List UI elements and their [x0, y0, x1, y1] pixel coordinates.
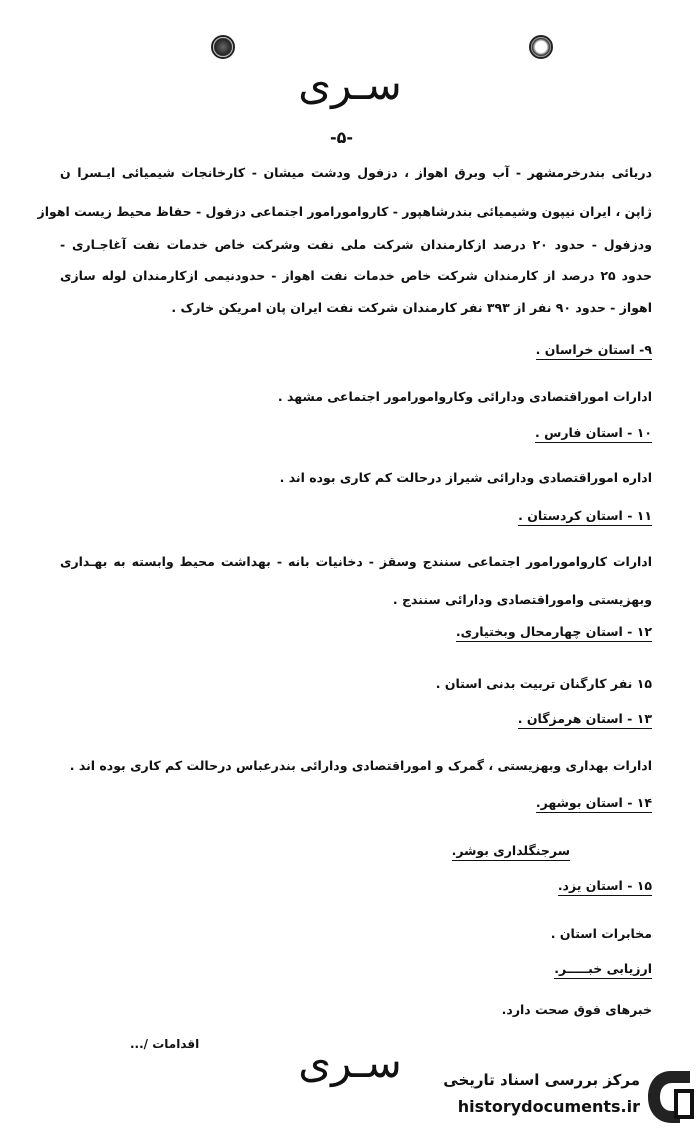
- punch-hole-icon: [529, 35, 553, 59]
- watermark-org-name: مرکز بررسی اسناد تاریخی: [443, 1071, 640, 1089]
- section-heading: ۱۴ - استان بوشهر.: [536, 795, 652, 813]
- evaluation-text: خبرهای فوق صحت دارد.: [501, 1002, 652, 1017]
- page-number: -۵-: [330, 128, 354, 147]
- section-text: ادارات بهداری وبهزیستی ، گمرک و اموراقتصادی ودارائی بندرعباس درحالت کم کاری بوده اند .: [69, 758, 652, 773]
- section-text: سرجنگلداری بوشر.: [452, 843, 570, 861]
- section-text: ادارات اموراقتصادی ودارائی وکاروامورامور اجتماعی مشهد .: [277, 389, 652, 404]
- section-text: وبهزیستی واموراقتصادی ودارائی سنندج .: [392, 592, 652, 607]
- body-line: ودزفول - حدود ۲۰ درصد ازکارمندان شرکت ملی نفت وشرکت خاص خدمات نفت آغاجـاری -: [60, 237, 652, 252]
- section-heading: ۱۲ - استان چهارمحال وبختیاری.: [456, 624, 652, 642]
- body-line: اهواز - حدود ۹۰ نفر از ۳۹۳ نفر کارمندان شرکت نفت ایران پان امریکن خارک .: [171, 300, 652, 315]
- section-text: مخابرات استان .: [550, 926, 652, 941]
- section-heading: ۱۱ - استان کردستان .: [518, 508, 652, 526]
- section-text: ادارات کاروامورامور اجتماعی سنندج وسقز - دخانیات بانه - بهداشت محیط وابسته به بهـداری: [60, 554, 652, 569]
- classification-stamp-top: سـری: [298, 60, 402, 109]
- evaluation-heading: ارزیابی خبـــــر.: [554, 961, 652, 979]
- body-line: دریائی بندرخرمشهر - آب وبرق اهواز ، دزفول ودشت میشان - کارخانجات شیمیائی ایـسرا ن: [60, 165, 652, 180]
- section-heading: ۱۳ - استان هرمزگان .: [518, 711, 652, 729]
- archive-logo-icon: [644, 1067, 698, 1127]
- watermark-url: historydocuments.ir: [457, 1097, 640, 1116]
- section-heading: ۱۰ - استان فارس .: [535, 425, 652, 443]
- section-heading: ۹- استان خراسان .: [536, 342, 652, 360]
- section-text: ۱۵ نفر کارگنان تربیت بدنی استان .: [435, 676, 652, 691]
- section-heading: ۱۵ - استان یزد.: [558, 878, 652, 896]
- actions-note: اقدامات /...: [130, 1037, 200, 1051]
- section-text: اداره اموراقتصادی ودارائی شیراز درحالت کم کاری بوده اند .: [279, 470, 652, 485]
- body-line: حدود ۲۵ درصد از کارمندان شرکت خاص خدمات نفت اهواز - حدودنیمی ازکارمندان لوله سازی: [60, 268, 653, 283]
- punch-hole-icon: [211, 35, 235, 59]
- classification-stamp-bottom: سـری: [298, 1038, 402, 1087]
- body-line: ژاپن ، ایران نیپون وشیمیائی بندرشاهپور - کاروامورامور اجتماعی دزفول - حفاظ محیط زیست اهواز: [37, 204, 652, 219]
- watermark-logo: [418, 1067, 698, 1129]
